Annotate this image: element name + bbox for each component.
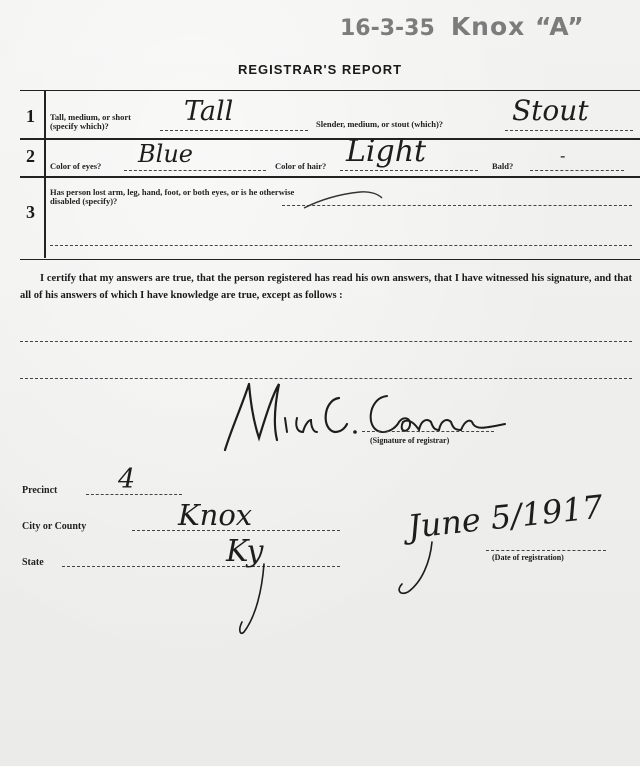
precinct-value: 4 — [118, 464, 136, 495]
build-value: Tall — [184, 96, 234, 127]
bald-line — [530, 170, 624, 171]
bald-label: Bald? — [492, 161, 514, 171]
disability-line-2 — [50, 245, 632, 246]
row-number-1: 1 — [26, 106, 35, 126]
row-number-3: 3 — [26, 202, 35, 222]
city-label: City or County — [22, 521, 87, 532]
page-title: REGISTRAR'S REPORT — [237, 62, 403, 77]
disability-scribble — [300, 186, 390, 216]
hair-color-line — [340, 170, 478, 171]
class-mark: “A” — [535, 12, 585, 41]
hair-color-value: Light — [346, 134, 427, 169]
date-line — [486, 550, 606, 551]
serial-number: 16-3-35 — [340, 16, 435, 41]
row-divider — [20, 138, 640, 140]
hair-color-label: Color of hair? — [275, 161, 327, 171]
exception-line-1 — [20, 341, 632, 342]
stature-line — [505, 130, 633, 131]
state-line — [62, 566, 340, 567]
row-divider — [20, 176, 640, 178]
county-stamp: Knox — [450, 12, 526, 41]
precinct-label: Precinct — [22, 485, 58, 496]
stature-value: Stout — [512, 94, 589, 127]
city-value: Knox — [178, 498, 253, 532]
date-caption: (Date of registration) — [492, 553, 564, 562]
certification-text: I certify that my answers are true, that the person registered has read his own answers, that I have witnessed his signature, and that all of his answers of which I have knowledge are true, except as follows : — [20, 273, 632, 301]
stature-label: Slender, medium, or stout (which)? — [316, 119, 444, 129]
disability-label: Has person lost arm, leg, hand, foot, or both eyes, or is he otherwise disabled (specify)? — [50, 187, 295, 206]
eye-color-value: Blue — [138, 140, 193, 168]
eye-color-line — [124, 170, 266, 171]
eye-color-label: Color of eyes? — [50, 161, 102, 171]
row-number-2: 2 — [26, 146, 35, 166]
state-label: State — [22, 557, 44, 568]
date-flourish — [392, 536, 472, 600]
serial-stamp — [340, 12, 585, 41]
table-divider — [44, 90, 46, 258]
signature-line — [362, 431, 494, 432]
state-value: Ky — [226, 534, 264, 569]
date-value: June 5/1917 — [406, 487, 605, 546]
build-line — [160, 130, 308, 131]
state-flourish — [232, 560, 282, 640]
signature-caption: (Signature of registrar) — [370, 436, 450, 445]
registrar-signature — [215, 368, 515, 460]
bald-value: - — [560, 146, 566, 165]
build-label: Tall, medium, or short (specify which)? — [50, 112, 131, 131]
